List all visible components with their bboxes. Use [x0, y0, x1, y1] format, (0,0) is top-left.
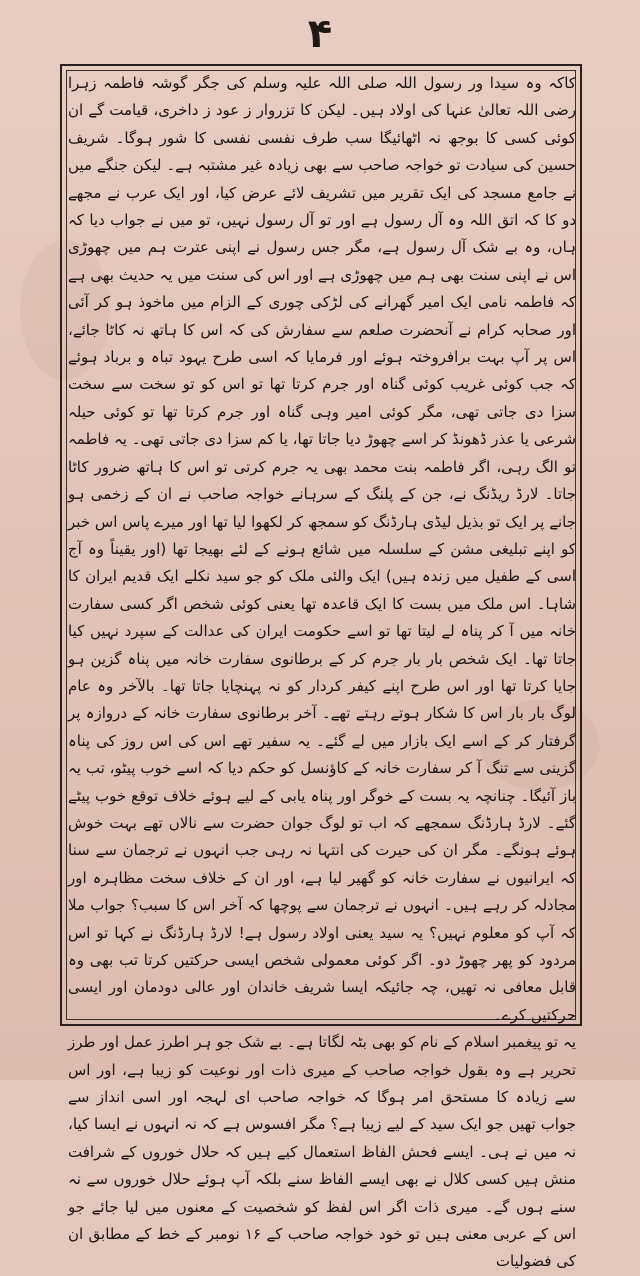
paragraph-1: کاکہ وہ سیدا ور رسول اللہ صلی اللہ علیہ وسلم کی جگر گوشہ فاطمہ زہرا رضی اللہ تعالیٰ عنہا کی اولاد ہیں۔ لیکن کا تزروار ز عود ز داخری، قیامت گے ان کوئی کسی کا بوجھ نہ اٹھائیگا سب طرف نفسی نفسی کا شور ہوگا۔ شریف حسین کی سیادت تو خواجہ صاحب سے بھی زیادہ غیر مشتبہ ہے۔ لیکن جنگے میں نے جامع مسجد کی ایک تقریر میں تشریف لائے عرض کیا، اور ایک عرب نے مجھے دو کا کہ اتق اللہ وہ آل رسول ہے اور تو آل رسول نہیں، تو میں نے جواب دیا کہ ہاں، وہ بے شک آل رسول ہے، مگر جس رسول نے اپنی عترت ہم میں چھوڑی اس نے اپنی سنت بھی ہم میں چھوڑی ہے اور اس کی سنت میں یہ حدیث بھی ہے کہ فاطمہ نامی ایک امیر گھرانے کی لڑکی چوری کے الزام میں ماخوذ ہو کر آئی اور صحابہ کرام نے آنحضرت صلعم سے سفارش کی کہ اس کا ہاتھ نہ کاٹا جائے، اس پر آپ بہت برافروختہ ہوئے اور فرمایا کہ اسی طرح یہود تباہ و برباد ہوئے کہ جب کوئی غریب کوئی گناہ اور جرم کرتا تھا تو اس کو تو سخت سے سخت سزا دی جاتی تھی، مگر کوئی امیر وہی گناہ اور جرم کرتا تھا تو کوئی حیلہ شرعی یا عذر ڈھونڈ کر اسے چھوڑ دیا جاتا تھا، یا کم سزا دی جاتی تھی۔ یہ فاطمہ تو الگ رہی، اگر فاطمہ بنت محمد بھی یہ جرم کرتی تو اس کا ہاتھ ضرور کاٹا جاتا۔ لارڈ ریڈنگ نے، جن کے پلنگ کے سرہانے خواجہ صاحب نے ان کے زخمی ہو جانے پر ایک تو بذیل لیڈی ہارڈنگ کو سمجھ کر لکھوا لیا تھا اور میرے پاس اس خبر کو اپنے تبلیغی مشن کے سلسلہ میں شائع ہونے کے لئے بھیجا تھا (اور یقیناً وہ آج اسی کے طفیل میں زندہ ہیں) ایک والئی ملک کو جو سید نکلے ایک قدیم ایران کا شاہا۔ اس ملک میں بست کا ایک قاعدہ تھا یعنی کوئی شخص اگر کسی سفارت خانہ میں آ کر پناہ لے لیتا تھا تو اسے حکومت ایران کی عدالت کے سپرد نہیں کیا جاتا تھا۔ ایک شخص بار بار جرم کر کے برطانوی سفارت خانہ میں پناہ گزین ہو جایا کرتا تھا اور اس طرح اپنے کیفر کردار کو نہ پہنچایا جاتا تھا۔ بالآخر وہ عام لوگ بار بار اس کا شکار ہوتے رہتے تھے۔ آخر برطانوی سفارت خانہ کے دروازہ پر گرفتار کر کے اسے ایک بازار میں لے گئے۔ یہ سفیر تھے اس کی اس روز کی پناہ گزینی سے تنگ آ کر سفارت خانہ کے کاؤنسل کو حکم دیا کہ اسے خوب پیٹو، تب یہ باز آئیگا۔ چنانچہ یہ بست کے خوگر اور پناہ یابی کے لیے ہوئے خلاف توقع خوب پیٹے گئے۔ لارڈ ہارڈنگ سمجھے کہ اب تو لوگ جوان حضرت سے نالاں تھے بہت خوش ہوئے ہونگے۔ مگر ان کی حیرت کی انتہا نہ رہی جب انہوں نے ترجمان سے سنا کہ ایرانیوں نے سفارت خانہ کو گھیر لیا ہے، اور ان کے خلاف سخت مظاہرہ اور مجادلہ کر رہے ہیں۔ انہوں نے ترجمان سے پوچھا کہ آخر اس کا سبب؟ جواب ملا کہ آپ کو معلوم نہیں؟ یہ سید یعنی اولاد رسول ہے! لارڈ ہارڈنگ نے کہا تو اس مردود کو پھر چھوڑ دو۔ اگر کوئی معمولی شخص ایسی حرکتیں کرتا تب بھی وہ قابل معافی نہ تھیں، چہ جائیکہ ایسا شریف خاندان اور عالی دودمان اور ایسی حرکتیں کرے۔	[68, 74, 576, 1024]
paragraph-2: یہ تو پیغمبر اسلام کے نام کو بھی بٹہ لگاتا ہے۔ بے شک جو ہر اطرز عمل اور طرز تحریر ہے وہ بقول خواجہ صاحب کے میری ذات اور نوعیت کو زیبا ہے، اور اس سے زیادہ کا مستحق امر ہوگا کہ خواجہ صاحب ای لہجہ اور اسی انداز سے جواب تھیں جو ایک سید کے لیے زیبا ہے؟ مگر افسوس ہے کہ نہ انہوں نے ایسا کیا، نہ میں نے ہی۔ ایسے فحش الفاظ استعمال کیے ہیں کہ حلال خوروں کے شرافت منش ہیں کسی کلال نے بھی ایسے الفاظ سنے بلکہ آپ ہوئے حلال خوروں سے نہ سنے ہوں گے۔ میری ذات اگر اس لفظ کو شخصیت کے معنوں میں لیا جائے جو اس کے عربی معنی ہیں تو خود خواجہ صاحب کے ۱۶ نومبر کے خط کے مطابق ان کی فضولیات	[68, 1033, 577, 1271]
body-text	[68, 70, 577, 1271]
page-number: ۴	[307, 11, 333, 57]
